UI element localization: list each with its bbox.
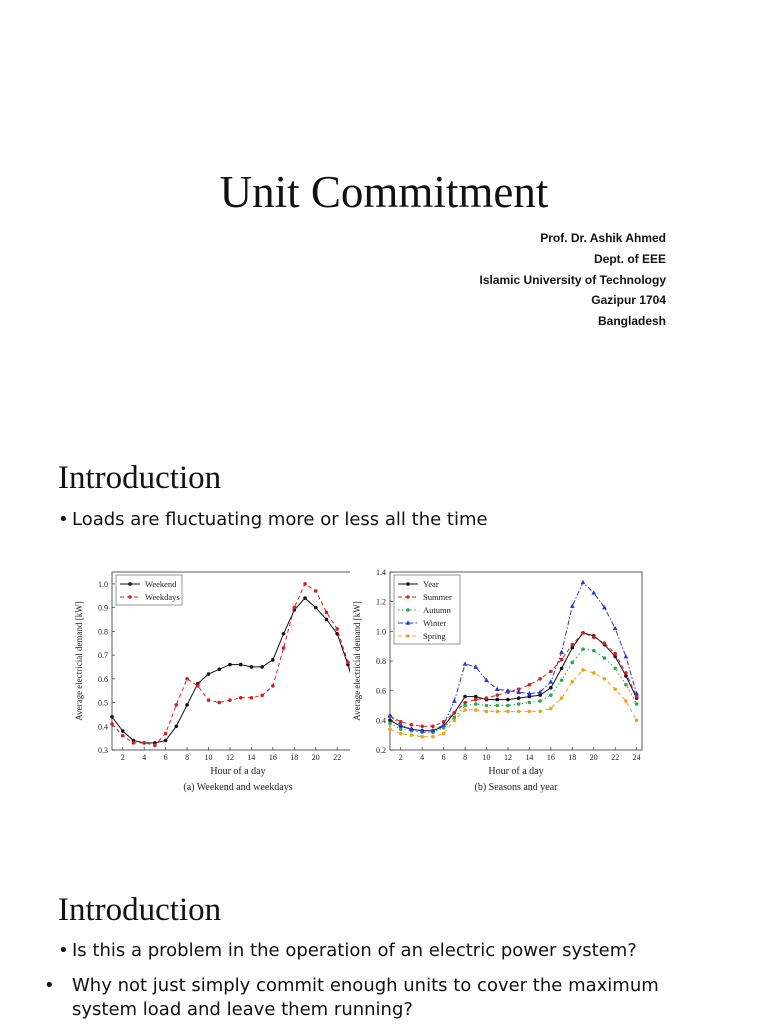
x-tick-label: 18 — [290, 753, 299, 762]
data-point — [110, 722, 114, 726]
data-point — [463, 708, 467, 712]
x-tick-label: 6 — [441, 753, 446, 762]
data-point — [121, 734, 125, 738]
y-tick-label: 0.9 — [98, 603, 108, 613]
data-point — [560, 696, 564, 700]
data-point — [303, 582, 307, 586]
data-point — [603, 656, 607, 660]
bullet-dot: • — [58, 509, 69, 530]
y-tick-label: 0.2 — [376, 746, 386, 755]
data-point — [635, 719, 639, 723]
legend-label: Autumn — [423, 605, 451, 615]
y-tick-label: 0.4 — [376, 716, 386, 726]
data-point — [517, 696, 521, 700]
data-point — [549, 670, 553, 674]
author-city: Gazipur 1704 — [591, 293, 666, 308]
data-point — [217, 668, 221, 672]
data-point — [260, 694, 264, 698]
data-point — [388, 727, 392, 731]
title-slide — [0, 0, 768, 430]
x-tick-label: 2 — [398, 753, 403, 762]
data-point — [538, 699, 542, 703]
data-point — [613, 687, 617, 691]
legend-marker — [406, 582, 410, 586]
x-tick-label: 2 — [120, 753, 125, 762]
data-point — [485, 710, 489, 714]
x-tick-label: 12 — [225, 753, 234, 762]
data-point — [388, 722, 392, 726]
legend-label: Weekend — [145, 579, 177, 589]
data-point — [453, 719, 457, 723]
data-point — [474, 702, 478, 706]
data-point — [325, 611, 329, 615]
y-tick-label: 0.5 — [98, 698, 108, 708]
data-point — [485, 696, 489, 700]
x-tick-label: 22 — [333, 753, 342, 762]
data-point — [271, 658, 275, 662]
data-point — [560, 678, 564, 682]
data-point — [228, 663, 232, 667]
data-point — [142, 741, 146, 745]
x-tick-label: 20 — [311, 753, 320, 762]
chart-caption: (a) Weekend and weekdays — [183, 782, 293, 793]
data-point — [314, 606, 318, 610]
y-tick-label: 0.8 — [376, 657, 386, 666]
data-point — [303, 596, 307, 600]
x-tick-label: 8 — [463, 753, 468, 762]
data-point — [335, 627, 339, 631]
data-point — [528, 710, 532, 714]
data-point — [410, 723, 414, 727]
x-tick-label: 24 — [632, 753, 641, 762]
legend-marker — [406, 634, 410, 638]
data-point — [282, 646, 286, 650]
data-point — [538, 710, 542, 714]
data-point — [592, 649, 596, 653]
chart-seasons-year — [350, 566, 650, 802]
data-point — [325, 618, 329, 622]
data-point — [495, 704, 499, 708]
data-point — [121, 729, 125, 733]
x-tick-label: 4 — [142, 753, 147, 762]
data-point — [624, 699, 628, 703]
author-university: Islamic University of Technology — [479, 272, 666, 287]
data-point — [175, 724, 179, 728]
bullet-text: Is this a problem in the operation of an electric power system? — [72, 940, 637, 961]
data-point — [581, 647, 585, 651]
chart-weekend-weekdays — [72, 566, 372, 802]
data-point — [420, 724, 424, 728]
data-point — [175, 703, 179, 707]
data-point — [463, 704, 467, 708]
x-tick-label: 14 — [247, 753, 256, 762]
data-point — [570, 661, 574, 665]
data-point — [603, 641, 607, 645]
data-point — [549, 693, 553, 697]
data-point — [495, 710, 499, 714]
x-axis-label: Hour of a day — [488, 766, 544, 777]
data-point — [506, 698, 510, 702]
data-point — [463, 695, 467, 699]
data-point — [624, 683, 628, 687]
data-point — [431, 735, 435, 739]
x-axis-label: Hour of a day — [210, 766, 266, 777]
data-point — [185, 703, 189, 707]
x-tick-label: 20 — [589, 753, 598, 762]
data-point — [474, 698, 478, 702]
legend-label: Summer — [423, 592, 452, 602]
data-point — [271, 684, 275, 688]
data-point — [549, 707, 553, 711]
data-point — [581, 631, 585, 635]
data-point — [517, 702, 521, 706]
data-point — [613, 667, 617, 671]
x-tick-label: 12 — [503, 753, 512, 762]
bullet-text: Loads are fluctuating more or less all the time — [72, 509, 488, 530]
slide-title: Unit Commitment — [219, 167, 549, 217]
chart-caption: (b) Seasons and year — [474, 782, 558, 793]
data-point — [431, 724, 435, 728]
data-point — [282, 632, 286, 636]
data-point — [592, 635, 596, 639]
data-point — [207, 672, 211, 676]
data-point — [292, 606, 296, 610]
y-tick-label: 0.3 — [98, 746, 108, 755]
author-block — [480, 228, 667, 332]
legend-marker — [128, 595, 132, 599]
y-tick-label: 1.2 — [376, 597, 386, 607]
data-point — [635, 702, 639, 706]
legend-marker — [406, 595, 410, 599]
legend-label: Weekdays — [145, 592, 180, 602]
data-point — [250, 665, 254, 669]
section-title: Introduction — [58, 460, 222, 496]
y-tick-label: 1.0 — [376, 627, 386, 637]
data-point — [624, 671, 628, 675]
legend-marker — [406, 608, 410, 612]
y-tick-label: 0.6 — [98, 674, 108, 684]
data-point — [250, 696, 254, 700]
bullet-item — [58, 508, 698, 532]
data-point — [164, 732, 168, 736]
data-point — [239, 663, 243, 667]
x-tick-label: 8 — [185, 753, 190, 762]
data-point — [603, 677, 607, 681]
data-point — [207, 698, 211, 702]
data-point — [399, 727, 403, 731]
x-tick-label: 4 — [420, 753, 425, 762]
bullet-text: Why not just simply commit enough units to cover the maximum system load and leave them running? — [72, 975, 659, 1020]
y-axis-label: Average electricial demand [kW] — [74, 601, 84, 721]
data-point — [560, 658, 564, 662]
y-axis-label: Average electricial demand [kW] — [352, 601, 362, 721]
x-tick-label: 10 — [482, 753, 491, 762]
legend-label: Winter — [423, 618, 447, 628]
data-point — [592, 671, 596, 675]
data-point — [495, 693, 499, 697]
data-point — [474, 708, 478, 712]
data-point — [196, 684, 200, 688]
data-point — [538, 677, 542, 681]
author-dept: Dept. of EEE — [593, 251, 666, 266]
x-tick-label: 18 — [568, 753, 577, 762]
data-point — [453, 711, 457, 715]
y-tick-label: 0.8 — [98, 627, 108, 637]
bullet-dot: • — [44, 975, 55, 996]
data-point — [228, 698, 232, 702]
data-point — [442, 732, 446, 736]
introduction-slide-1 — [0, 440, 768, 840]
x-tick-label: 16 — [546, 753, 555, 762]
legend-label: Year — [423, 579, 439, 589]
y-tick-label: 1.4 — [376, 568, 386, 577]
bullet-dot: • — [58, 940, 69, 961]
data-point — [153, 743, 157, 747]
data-point — [239, 696, 243, 700]
introduction-slide-2 — [0, 880, 768, 1024]
data-point — [506, 710, 510, 714]
author-name: Prof. Dr. Ashik Ahmed — [540, 231, 666, 245]
x-tick-label: 22 — [611, 753, 620, 762]
data-point — [549, 686, 553, 690]
data-point — [517, 710, 521, 714]
data-point — [560, 667, 564, 671]
data-point — [260, 665, 264, 669]
legend-label: Spring — [423, 631, 446, 641]
data-point — [314, 589, 318, 593]
data-point — [528, 683, 532, 687]
legend-marker — [128, 582, 132, 586]
y-tick-label: 1.0 — [98, 579, 108, 589]
data-point — [185, 677, 189, 681]
section-title: Introduction — [58, 892, 222, 928]
data-point — [528, 701, 532, 705]
data-point — [570, 680, 574, 684]
data-point — [485, 704, 489, 708]
y-tick-label: 0.7 — [98, 651, 108, 661]
author-country: Bangladesh — [597, 314, 666, 329]
data-point — [613, 652, 617, 656]
x-tick-label: 16 — [268, 753, 277, 762]
data-point — [420, 735, 424, 739]
x-tick-label: 10 — [204, 753, 213, 762]
data-point — [110, 715, 114, 719]
data-point — [217, 701, 221, 705]
x-tick-label: 6 — [163, 753, 168, 762]
data-point — [399, 732, 403, 736]
data-point — [581, 668, 585, 672]
data-point — [506, 704, 510, 708]
data-point — [495, 698, 499, 702]
data-point — [410, 733, 414, 737]
x-tick-label: 14 — [525, 753, 534, 762]
data-point — [164, 739, 168, 743]
y-tick-label: 0.4 — [98, 722, 108, 732]
bullet-item — [58, 939, 698, 963]
data-point — [570, 643, 574, 647]
y-tick-label: 0.6 — [376, 686, 386, 696]
bullet-item — [44, 974, 692, 1022]
data-point — [132, 741, 136, 745]
